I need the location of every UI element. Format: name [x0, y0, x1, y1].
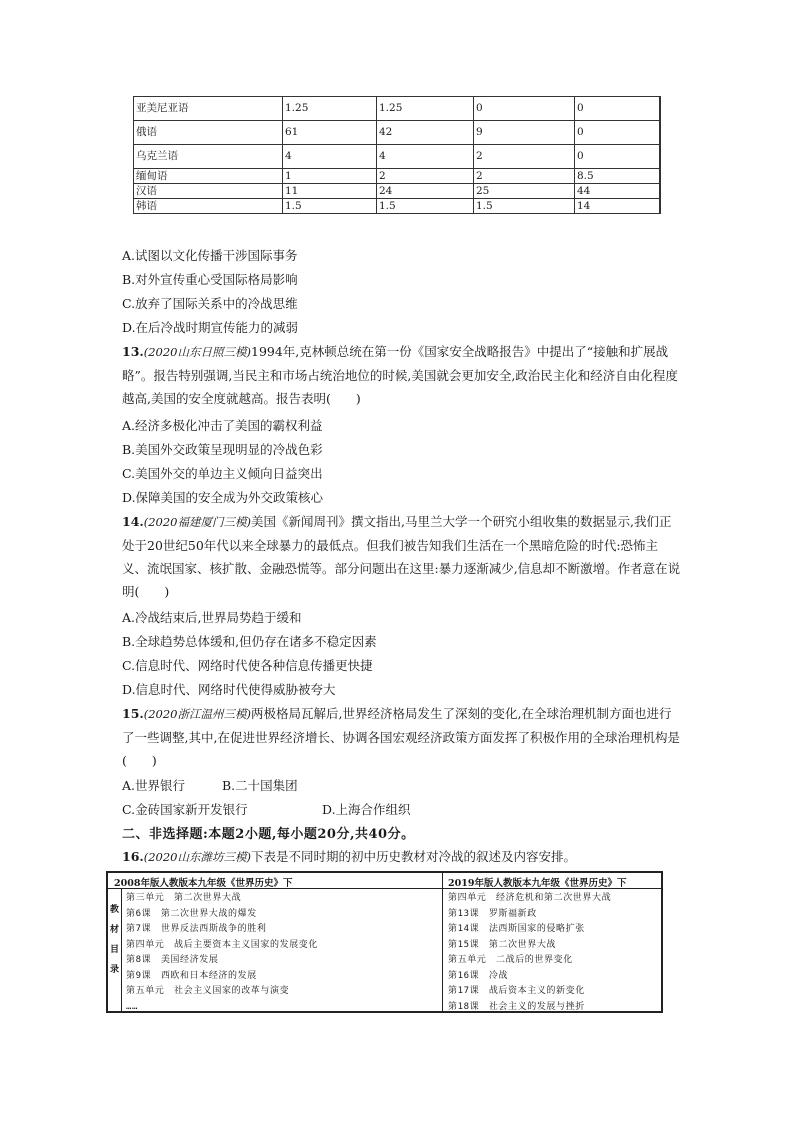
q13-text: 1994年,克林顿总统在第一份《国家安全战略报告》中提出了“接触和扩展战略”。报告特别强调,当民主和市场占统治地位的时候,美国就会更加安全,政治民主化和经济自由化程度越高,美国的安全度就越高。报告表明( ): [122, 344, 678, 406]
q14-source: (2020福建厦门三模): [143, 515, 251, 529]
q16-source: (2020山东潍坊三模): [143, 850, 251, 864]
q12-option-a: A.试图以文化传播干涉国际事务: [122, 248, 298, 263]
contents-row: 第18课 社会主义的发展与挫折: [448, 1001, 585, 1012]
contents-row: 第14课 法西斯国家的侵略扩张: [448, 924, 585, 934]
q15-number: 15.: [122, 706, 144, 721]
contents-row: 第五单元 二战后的世界变化: [448, 955, 573, 965]
language-value-cell: 14: [575, 199, 661, 214]
language-value-cell: 25: [474, 184, 575, 199]
q15-text: 两极格局瓦解后,世界经济格局发生了深刻的变化,在全球治理机制方面也进行了一些调整,其中,在促进世界经济增长、协调各国宏观经济政策方面发挥了积极作用的全球治理机构是( ): [122, 706, 680, 768]
q13-stem: [122, 340, 682, 410]
language-value-cell: 1.5: [377, 199, 474, 214]
q13-option-c: C.美国外交的单边主义倾向日益突出: [122, 466, 323, 481]
q14-option-a: A.冷战结束后,世界局势趋于缓和: [122, 610, 302, 625]
contents-row: 第16课 冷战: [448, 970, 509, 981]
language-table-row: [134, 97, 661, 121]
contents-row: 第五单元 社会主义国家的改革与演变: [126, 986, 290, 996]
contents-row: 第9课 西欧和日本经济的发展: [126, 970, 257, 981]
q14-option-d: D.信息时代、网络时代使得威胁被夸大: [122, 682, 336, 697]
textbook-table: [106, 871, 663, 1013]
language-value-cell: 2: [377, 169, 474, 184]
q14-text: 美国《新闻周刊》撰文指出,马里兰大学一个研究小组收集的数据显示,我们正处于20世纪50年代以来全球暴力的最低点。但我们被告知我们生活在一个黑暗危险的时代:恐怖主义、流氓国家、核扩散、金融恐慌等。部分问题出在这里:暴力逐渐减少,信息却不断激增。作者意在说明( ): [122, 514, 681, 599]
contents-row: 第6课 第二次世界大战的爆发: [126, 908, 257, 919]
language-value-cell: 2: [474, 145, 575, 169]
language-value-cell: 61: [283, 121, 377, 145]
language-value-cell: 8.5: [575, 169, 661, 184]
language-table-row: [134, 145, 661, 169]
contents-row: 第7课 世界反法西斯战争的胜利: [126, 924, 267, 934]
language-value-cell: 42: [377, 121, 474, 145]
contents-2008: [126, 891, 438, 1015]
header-2019: 2019年版人教版本九年级《世界历史》下: [448, 878, 627, 889]
language-name-cell: 俄语: [134, 121, 283, 145]
side-char: 录: [109, 965, 119, 975]
q16-text: 下表是不同时期的初中历史教材对冷战的叙述及内容安排。: [251, 849, 577, 864]
q16-stem: [122, 845, 576, 869]
contents-row: 第四单元 经济危机和第二次世界大战: [448, 893, 612, 903]
language-name-cell: 韩语: [134, 199, 283, 214]
q15-source: (2020浙江温州三模): [143, 707, 251, 721]
section-heading: 二、非选择题:本题2小题,每小题20分,共40分。: [122, 827, 415, 842]
language-value-cell: 0: [474, 97, 575, 121]
q13-number: 13.: [122, 344, 144, 359]
language-value-cell: 0: [575, 121, 661, 145]
q13-source: (2020山东日照三模): [143, 345, 251, 359]
q12-option-c: C.放弃了国际关系中的冷战思维: [122, 296, 298, 311]
q13-option-a: A.经济多极化冲击了美国的霸权利益: [122, 418, 323, 433]
q14-stem: [122, 510, 682, 603]
language-value-cell: 1.5: [283, 199, 377, 214]
contents-row: 第四单元 战后主要资本主义国家的发展变化: [126, 939, 319, 950]
q15-option-c: C.金砖国家新开发银行: [122, 802, 248, 817]
contents-row: 第13课 罗斯福新政: [448, 908, 537, 919]
language-table-row: [134, 169, 661, 184]
language-value-cell: 1.5: [474, 199, 575, 214]
language-table-row: [134, 184, 661, 199]
q14-option-c: C.信息时代、网络时代使各种信息传播更快捷: [122, 658, 373, 673]
q14-option-b: B.全球趋势总体缓和,但仍存在诸多不稳定因素: [122, 634, 377, 649]
contents-row: ……: [126, 1001, 139, 1012]
q12-option-d: D.在后冷战时期宣传能力的减弱: [122, 320, 299, 335]
language-table-row: [134, 199, 661, 214]
contents-2019: [448, 891, 660, 1015]
language-name-cell: 亚美尼亚语: [134, 97, 283, 121]
textbook-table-header: [108, 873, 661, 889]
language-value-cell: 1: [283, 169, 377, 184]
q15-stem: [122, 702, 682, 772]
q15-option-b: B.二十国集团: [222, 778, 298, 793]
language-value-cell: 44: [575, 184, 661, 199]
language-value-cell: 4: [283, 145, 377, 169]
language-value-cell: 1.25: [283, 97, 377, 121]
language-table: [133, 96, 661, 214]
q14-number: 14.: [122, 514, 144, 529]
q15-option-d: D.上海合作组织: [322, 802, 411, 817]
column-divider: [442, 873, 443, 1011]
language-value-cell: 0: [575, 145, 661, 169]
language-value-cell: 4: [377, 145, 474, 169]
language-name-cell: 汉语: [134, 184, 283, 199]
q13-option-d: D.保障美国的安全成为外交政策核心: [122, 490, 324, 505]
q15-option-a: A.世界银行: [122, 778, 186, 793]
q13-option-b: B.美国外交政策呈现明显的冷战色彩: [122, 442, 323, 457]
language-value-cell: 11: [283, 184, 377, 199]
language-value-cell: 24: [377, 184, 474, 199]
language-name-cell: 乌克兰语: [134, 145, 283, 169]
language-table-row: [134, 121, 661, 145]
language-value-cell: 2: [474, 169, 575, 184]
header-2008: 2008年版人教版本九年级《世界历史》下: [114, 878, 293, 889]
language-name-cell: 缅甸语: [134, 169, 283, 184]
side-char: 目: [109, 945, 119, 955]
q12-option-b: B.对外宣传重心受国际格局影响: [122, 272, 298, 287]
side-char: 教: [109, 905, 119, 915]
side-label: [108, 888, 122, 1013]
language-value-cell: 9: [474, 121, 575, 145]
q16-number: 16.: [122, 849, 144, 864]
language-value-cell: 1.25: [377, 97, 474, 121]
contents-row: 第8课 美国经济发展: [126, 955, 219, 965]
contents-row: 第17课 战后资本主义的新变化: [448, 986, 585, 996]
contents-row: 第15课 第二次世界大战: [448, 939, 557, 950]
side-char: 材: [109, 925, 119, 935]
language-value-cell: 0: [575, 97, 661, 121]
contents-row: 第三单元 第二次世界大战: [126, 893, 242, 903]
